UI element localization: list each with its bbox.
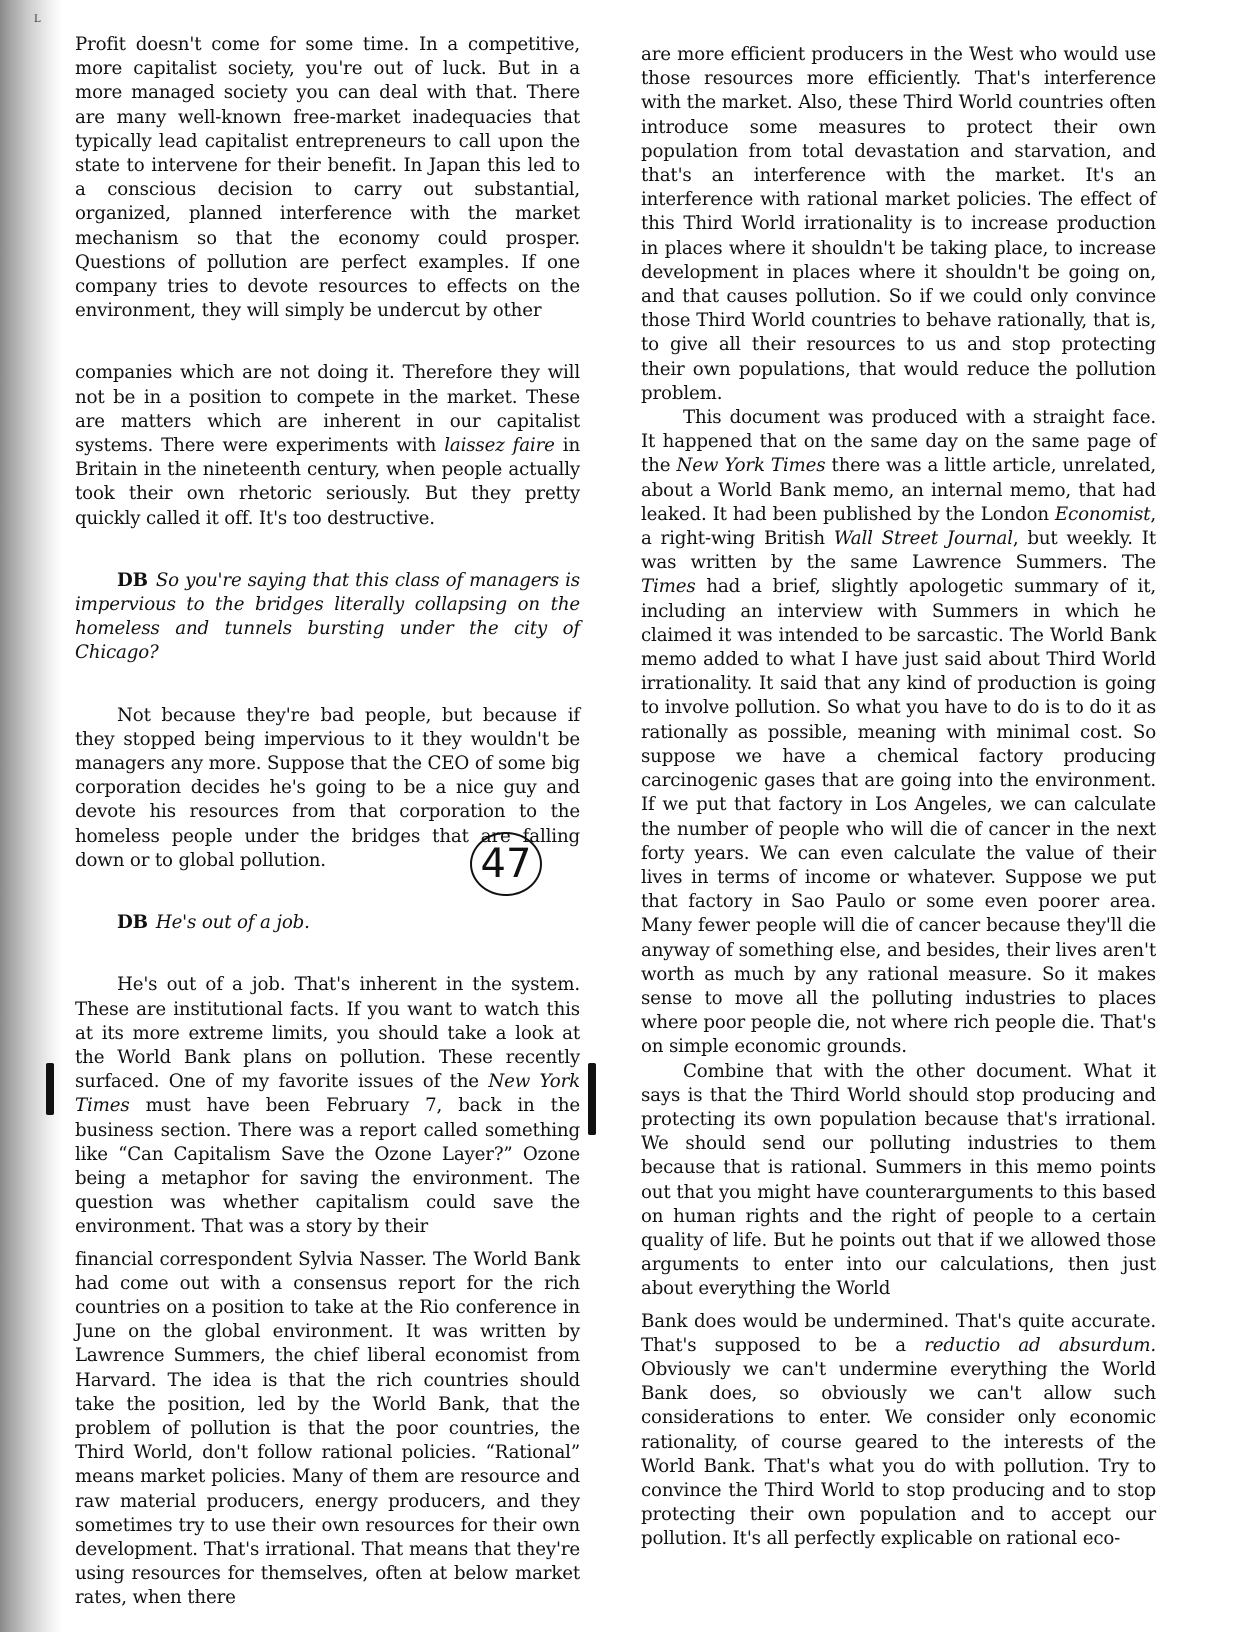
right-column (641, 43, 1156, 1552)
margin-highlight-mark-icon (46, 1063, 54, 1115)
paragraph: are more efficient producers in the West who would use those resources more efficiently. That's interference with the market. Also, these Third World countries often introduce some measures to protect their own population from total devastation and starvation, and that's an interference with the market. It's an interference with rational market policies. The effect of this Third World irrationality is to increase production in places where it shouldn't be taking place, to increase development in places where it shouldn't be going on, and that causes pollution. So if we could only convince those Third World countries to behave rationally, that is, to give all their resources to us and stop protecting their own populations, that would reduce the pollution problem. (641, 44, 1156, 404)
interviewer-question: DB He's out of a job. (117, 912, 310, 934)
scan-binding-shadow (0, 0, 62, 1632)
paragraph: This document was produced with a straight face. It happened that on the same day on the same page of the New York Times there was a little article, unrelated, about a World Bank memo, an internal memo, that had leaked. It had been published by the London Economist, a right-wing British Wall Street Journal, but weekly. It was written by the same Lawrence Summers. The Times had a brief, slightly apologetic summary of it, including an interview with Summers in which he claimed it was intended to be sarcastic. The World Bank memo added to what I have just said about Third World irrationality. It said that any kind of production is going to involve pollution. So what you have to do is to do it as rationally as possible, meaning with minimal cost. So suppose we have a chemical factory producing carcinogenic gases that are going into the environment. If we put that factory in Los Angeles, we can calculate the number of people who will die of cancer in the next forty years. We can even calculate the value of their lives in terms of income or whatever. Suppose we put that factory in Sao Paulo or some even poorer area. Many fewer people will die of cancer because they'll die anyway of something else, and besides, their lives aren't worth as much by any rational measure. So it makes sense to move all the polluting industries to places where poor people die, not where rich people die. That's on simple economic grounds. (641, 407, 1156, 1058)
interviewer-question: DB So you're saying that this class of managers is impervious to the bridges literally collapsing on the homeless and tunnels bursting under the city of Chicago? (75, 569, 580, 664)
corner-mark: L (34, 14, 41, 25)
margin-highlight-mark-icon (588, 1063, 596, 1135)
handwritten-page-number: 47 (470, 832, 542, 896)
paragraph: companies which are not doing it. Therefore they will not be in a position to compete in the market. These are matters which are inherent in our capitalist systems. There were experiments with laissez faire in Britain in the nineteenth century, when people actually took their own rhetoric seriously. But they pretty quickly called it off. It's too destructive. (75, 362, 581, 529)
speaker-label: DB (117, 912, 148, 934)
paragraph: Not because they're bad people, but because if they stopped being impervious to it they wouldn't be managers any more. Suppose that the CEO of some big corporation decides he's going to be a nice guy and devote his resources from that corporation to the homeless people under the bridges that are falling down or to global pollution. (75, 704, 580, 871)
paragraph: financial correspondent Sylvia Nasser. The World Bank had come out with a consensus report for the rich countries on a position to take at the Rio conference in June on the global environment. It was written by Lawrence Summers, the chief liberal economist from Harvard. The idea is that the rich countries should take the position, led by the World Bank, that the problem of pollution is that the poor countries, the Third World, don't follow rational policies. “Rational” means market policies. Many of them are resource and raw material producers, energy producers, and they sometimes try to use their own resources for their own development. That's irrational. That means that they're using resources for themselves, often at below market rates, when there (75, 1248, 580, 1609)
left-column (75, 33, 580, 1611)
speaker-label: DB (117, 569, 148, 591)
paragraph: He's out of a job. That's inherent in the system. These are institutional facts. If you want to watch this at its more extreme limits, you should take a look at the World Bank plans on pollution. These recently surfaced. One of my favorite issues of the New York Times must have been February 7, back in the business section. There was a report called something like “Can Capitalism Save the Ozone Layer?” Ozone being a metaphor for saving the environment. The question was whether capitalism could save the environment. That was a story by their (75, 974, 580, 1238)
paragraph: Profit doesn't come for some time. In a competitive, more capitalist society, you're out of luck. But in a more managed society you can deal with that. There are many well-known free-market inadequacies that typically lead capitalist entrepreneurs to call upon the state to intervene for their benefit. In Japan this led to a conscious decision to carry out substantial, organized, planned interference with the market mechanism so that the economy could prosper. Questions of pollution are perfect examples. If one company tries to devote resources to effects on the environment, they will simply be undercut by other (75, 34, 580, 322)
paragraph: Bank does would be undermined. That's quite accurate. That's supposed to be a reductio ad absurdum. Obviously we can't undermine everything the World Bank does, so obviously we can't allow such considerations to enter. We consider only economic rationality, of course geared to the interests of the World Bank. That's what you do with pollution. Try to convince the Third World to stop producing and to stop protecting their own population and to accept our pollution. It's all perfectly explicable on rational eco- (641, 1310, 1156, 1550)
paragraph: Combine that with the other document. What it says is that the Third World should stop producing and protecting its own population because that's irrational. We should send our polluting industries to them because that is rational. Summers in this memo points out that you might have counterarguments to this based on human rights and the right of people to a certain quality of life. But he points out that if we allowed those arguments to enter into our calculations, then just about everything the World (641, 1060, 1156, 1300)
